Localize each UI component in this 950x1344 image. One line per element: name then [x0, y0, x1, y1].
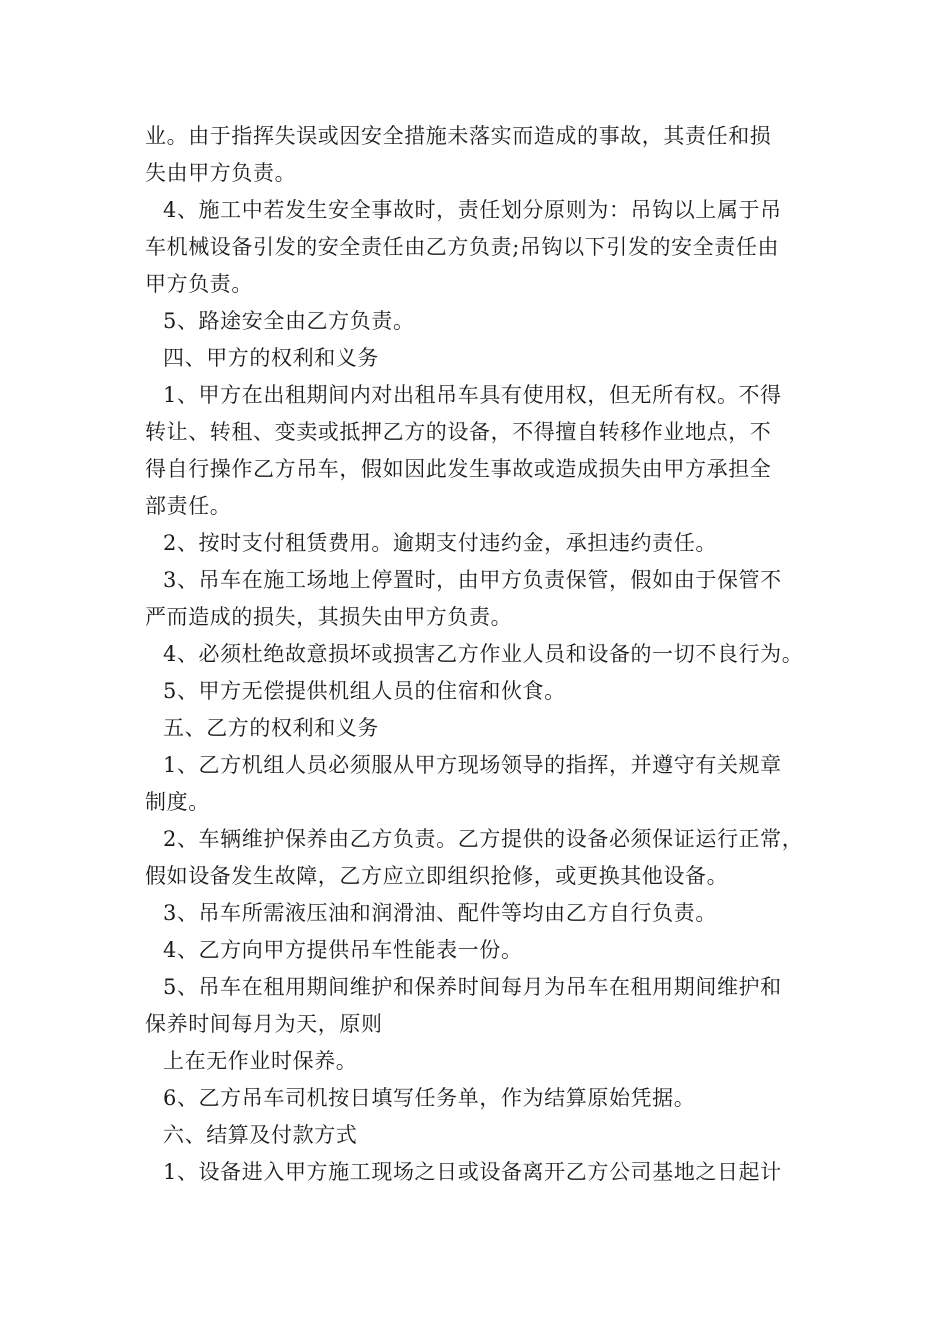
text-line: 2、按时支付租赁费用。逾期支付违约金，承担违约责任。: [163, 531, 717, 555]
text-line: 转让、转租、变卖或抵押乙方的设备，不得擅自转移作业地点，不: [145, 420, 772, 444]
text-line: 车机械设备引发的安全责任由乙方负责;吊钩以下引发的安全责任由: [145, 235, 780, 259]
text-line: 4、乙方向甲方提供吊车性能表一份。: [163, 938, 523, 962]
text-line: 1、甲方在出租期间内对出租吊车具有使用权，但无所有权。不得: [163, 383, 782, 407]
text-line: 六、结算及付款方式: [163, 1123, 358, 1147]
text-line: 五、乙方的权利和义务: [163, 716, 379, 740]
text-line: 假如设备发生故障，乙方应立即组织抢修，或更换其他设备。: [145, 864, 729, 888]
text-line: 1、乙方机组人员必须服从甲方现场领导的指挥，并遵守有关规章: [163, 753, 782, 777]
text-line: 部责任。: [145, 494, 232, 518]
text-line: 5、路途安全由乙方负责。: [163, 309, 415, 333]
text-line: 2、车辆维护保养由乙方负责。乙方提供的设备必须保证运行正常，: [163, 827, 804, 851]
text-line: 保养时间每月为天，原则: [145, 1012, 383, 1036]
text-line: 制度。: [145, 790, 210, 814]
document-body: [145, 118, 835, 1191]
text-line: 3、吊车在施工场地上停置时，由甲方负责保管，假如由于保管不: [163, 568, 782, 592]
text-line: 失由甲方负责。: [145, 161, 297, 185]
text-line: 4、必须杜绝故意损坏或损害乙方作业人员和设备的一切不良行为。: [163, 642, 804, 666]
text-line: 业。由于指挥失误或因安全措施未落实而造成的事故，其责任和损: [145, 124, 772, 148]
text-line: 3、吊车所需液压油和润滑油、配件等均由乙方自行负责。: [163, 901, 717, 925]
text-line: 5、甲方无偿提供机组人员的住宿和伙食。: [163, 679, 566, 703]
text-line: 6、乙方吊车司机按日填写任务单，作为结算原始凭据。: [163, 1086, 696, 1110]
text-line: 4、施工中若发生安全事故时，责任划分原则为：吊钩以上属于吊: [163, 198, 782, 222]
text-line: 得自行操作乙方吊车，假如因此发生事故或造成损失由甲方承担全: [145, 457, 772, 481]
text-line: 四、甲方的权利和义务: [163, 346, 379, 370]
text-line: 1、设备进入甲方施工现场之日或设备离开乙方公司基地之日起计: [163, 1160, 782, 1184]
text-line: 上在无作业时保养。: [163, 1049, 358, 1073]
text-line: 5、吊车在租用期间维护和保养时间每月为吊车在租用期间维护和: [163, 975, 782, 999]
text-line: 严而造成的损失，其损失由甲方负责。: [145, 605, 513, 629]
text-line: 甲方负责。: [145, 272, 253, 296]
